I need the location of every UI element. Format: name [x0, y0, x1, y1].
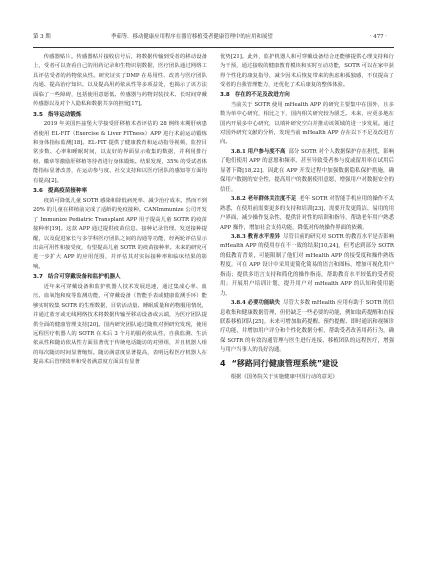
subsection-3-8-4 — [220, 299, 394, 356]
section-number: 3.5 — [33, 111, 43, 118]
section-title: 指导运动锻炼 — [47, 111, 82, 118]
section-title: 结合可穿戴设备和监护机器人 — [47, 274, 121, 281]
paragraph: 当前关于 SOTR 使用 mHealth APP 的研究主要集中在国外，且多数为单中心研究，相比之下，国内相关研究较为匮乏。未来，应更多地在国内开展多中心研究，以填补研究空白并推动该领域的进一步发展。通过对国外研究文献的分析，发现当前 mHealth APP 存在以下不足及改进方向。 — [220, 101, 394, 146]
subsection-3-8-3 — [220, 233, 394, 299]
section-title: “移路同行健康管理系统”建设 — [231, 358, 339, 368]
section-number: 3.8 — [220, 91, 230, 98]
subsection-body: 老年 SOTR 对智能手机应用的操作不太熟悉，在使用前需要更多的支持和培训[23]，需要开发更简洁、易用的用户界面，减少操作复杂性，提供针对性的培训和指导，帮助老年用户熟悉 APP 操作，增加社会支持功能，降低对传统操作界面的依赖。 — [220, 196, 394, 231]
section-number: 3.7 — [33, 274, 43, 281]
paragraph: 优势[21]。此外，监护机器人和可穿戴设备结合还能够提供心理支持和行为干预，通过接收的健康教育模块和实时互动功能，SOTR 可以在家中获得个性化的康复指导，减少因术后恢复带来的焦虑和孤独感，不仅提高了受者的自我管理能力，还优化了术后康复的整体体验。 — [220, 54, 394, 89]
subsection-heading: 3.8.3 教育水平差异 — [230, 233, 281, 240]
left-column — [33, 53, 207, 368]
subsection-3-8-1 — [220, 148, 394, 195]
subsection-heading: 3.8.2 老年群体关注度不足 — [230, 196, 297, 203]
section-number: 3.6 — [33, 188, 43, 195]
section-heading-3-5 — [33, 110, 207, 120]
issue-number: 第 3 期 — [33, 34, 51, 40]
subsection-heading: 3.8.1 用户参与度不高 — [230, 148, 286, 155]
paragraph: 2019 年美国匹兹堡大学接受肝移植术者评估的 28 例终末期肝病患者使用 EL-FIT（Exercise & Liver FITness）APP 进行术前运动锻炼和身体指标监测[18]。EL-FIT 提供了健康教育和运动指导视频，监控目常步数、心率和睡眠时间，以友好的界面显示收集的数据，并利用排行榜、徽章等激励肝移植等待者进行身体锻炼。结果发现，35% 的受试者体能指标显著改善，在运动参与度、社交支持和以医疗团队的感知等方面均有提高[2]。 — [33, 121, 207, 184]
running-title: 季茹等．移动健康应用程序在器官移植受者健康管理中的应用和展望 — [111, 34, 273, 40]
section-title: 存在的不足及改进方向 — [234, 91, 290, 98]
right-column — [220, 53, 394, 382]
page-number: · 477 · — [369, 34, 387, 40]
section-number: 4 — [220, 358, 226, 368]
paragraph: 传感器贴片。传感器贴片接收信号后，将数据传输到受者的移动设备上，受者可以查看自己的用药记录和生物识别数据，医疗团队通过网络工具评估受者的药物依从性。研究证实了DMP 在易用性、改善与医疗团队沟通、提高治疗知识、以及提高用药依从性等多项益处，也揭示了该方法面临了一些障碍，包括使用意愿低、传感器与药物封装技术、长时间穿戴传感器以及对个人隐私和数据共享的担忧[17]。 — [33, 54, 207, 108]
paragraph: 疫苗可降低儿童 SOTR 感染和降低病死率、减少治疗成本。然而不到 20% 的儿童在移植前完成了适龄的免疫接种。CANImmunize 公司开发了 Immunize Pediatric Transplant APP 用于提高儿童 SOTR 的疫苗接种率[19]。这款 APP 通过提供疫苗信息、接种记录管理、发送接种提醒，以及促进家长与多学科医疗团队之间的沟通等功能，经两轮评估显示出高可用性和接受度，有望提高儿童 SOTR 的疫苗接种率。未来的研究可进一步扩大 APP 的应用范围，并评估其对实际接种率和临床结果的影响。 — [33, 197, 207, 270]
paragraph: 根据《国务院关于实施健康中国行动的意见》 — [230, 373, 338, 380]
paragraph: 近年来可穿戴设备和监护机器人技术发展迅速，通过集成心率、血压、血氧饱和度等监测功能，可穿戴设备（智能手表或健康监测手环）能够实时收集 SOTR 的生理数据，目常活动量、睡眠质量和药物服用情况，并通过蓝牙或无线网络技术将数据传输至移动设备或云端，为医疗团队提供全面的健康管理支持[20]。国内研究团队通过随机对照研究发现，使用远程医疗机器人的 SOTR 在术后 3 个月的服药依从性、自我监测、生活依从性和随访依从性方面显著优于传统电话随访的对照组，并且机器人组的每次随访时间显著缩短。随访满意度显著提高，表明远程医疗机器人在提高术后管理效率和受者满意度方面具有显著 — [33, 283, 207, 366]
subsection-body: 尽管目前的研究对 SOTR 的教育水平是否影响 mHealth APP 的使用存在不一致的结果[10,24]，但考虑到部分 SOTR 的低教育背景，可能限制了他们对 mHealth APP 的接受度和操作熟练程度。可在 APP 设计中采用更简化简易的语言和图标，增加可视化用户指南；提供多语言支持和简化的操作指南，帮助教育水平较低的受者使用；开展用户培训计划，提升用户对 mHealth APP 的认知和使用能力。 — [220, 233, 394, 297]
section-heading-3-7 — [33, 272, 207, 282]
section-heading-3-6 — [33, 186, 207, 196]
section-heading-3-8 — [220, 91, 394, 101]
subsection-body: 部分 SOTR 对个人数据保护存在担忧，影响了他们使用 APP 的意愿和频率，甚至导致受者参与度或留用率在试用后显著下降[18,22]。因此在 APP 开发过程中加强数据隐私保护措施，确保用户数据的安全性，提高用户的数据使用意愿，增强用户对数据安全的信任。 — [220, 148, 394, 193]
section-heading-4 — [220, 358, 394, 370]
subsection-3-8-2 — [220, 195, 394, 233]
subsection-body: 尽管大多数 mHealth 应用有助于 SOTR 的信息收集和健康数据管理，但仍缺乏一些必要的功能，例如取药提醒和直接联系移植团队[25]。未来可增加取药提醒、预约提醒、即时通讯和视频诊疗功能，并增加用户评分和个性化数据分析，帮助受者改善用药行为，确保 SOTR 的有效沟通管理与医生进行连接、移植团队的远程医疗，增强与用户当事人的良好沟通。 — [220, 300, 395, 354]
section-title: 提高疫苗接种率 — [47, 188, 88, 195]
subsection-heading: 3.8.4 必要功能缺失 — [230, 300, 281, 307]
header-rule — [33, 47, 394, 48]
